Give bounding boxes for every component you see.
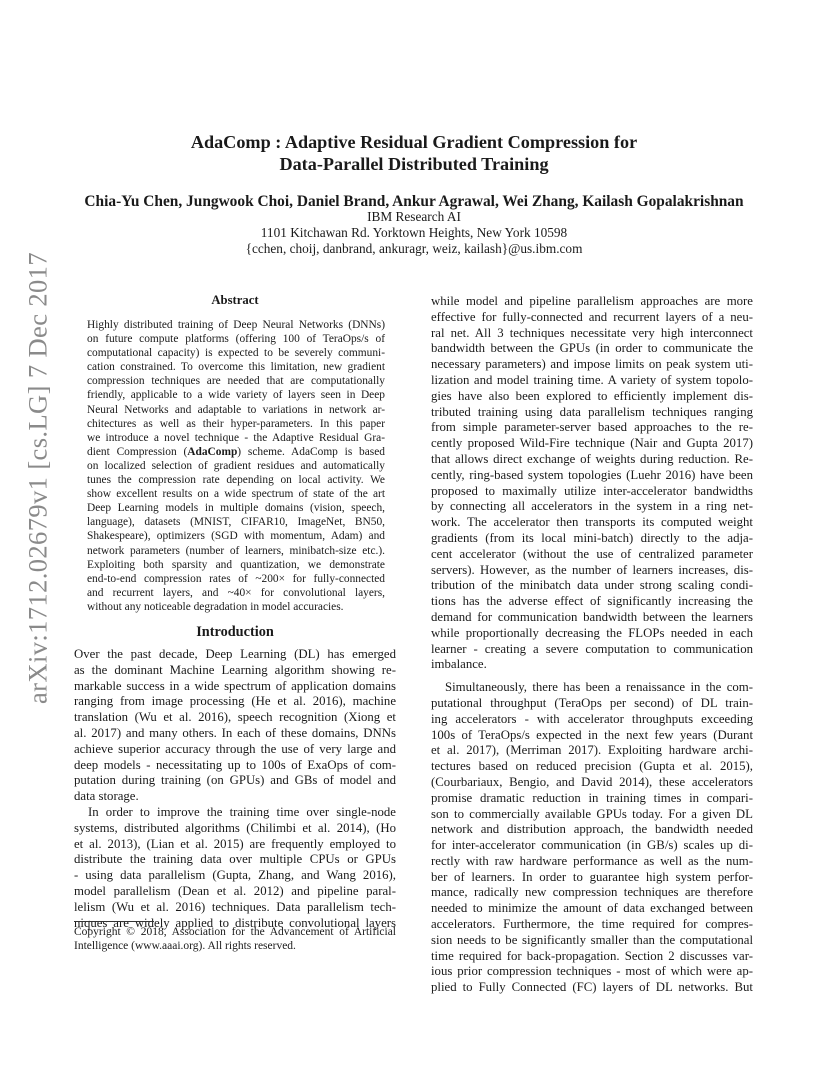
body-line: cent accelerator (without the use of centralized parameter [431,546,753,561]
arxiv-identifier: arXiv:1712.02679v1 [cs.LG] 7 Dec 2017 [22,252,53,704]
abstract-line: we introduce a novel technique - the Adaptive Residual Gra- [87,431,385,444]
body-line: ious prior compression techniques - most of which were ap- [431,964,753,979]
abstract-line: computational capacity) is expected to be severely communi- [87,347,385,360]
body-line: tribution of the minibatch data under strong scaling condi- [431,578,753,593]
body-line: effective for fully-connected and recurrent layers of a neu- [431,309,753,324]
body-line: while proportionally decreasing the FLOPs needed in each [431,625,753,640]
body-line: from simple parameter-server based approaches to the re- [431,420,753,435]
footnote-line: Intelligence (www.aaai.org). All rights reserved. [74,940,296,953]
body-line: for inter-accelerator communication (in GB/s) scales up di- [431,838,753,853]
body-line: imbalance. [431,657,487,672]
body-line: lization and model training time. A variety of system topolo- [431,372,753,387]
body-line: ral net. All 3 techniques necessitate very high interconnect [431,325,753,340]
abstract-line: without any noticeable degradation in model accuracies. [87,600,344,613]
body-line: et al. 2017), (Merriman 2017). Exploiting hardware archi- [431,743,753,758]
intro-line: translation (Wu et al. 2016), speech recognition (Xiong et [74,710,396,725]
abstract-line: on localized selection of gradient residues and automatically [87,459,385,472]
abstract-line: network parameters (number of learners, minibatch-size etc.). [87,544,385,557]
body-line: time required for back-propagation. Section 2 discusses var- [431,948,753,963]
intro-line: Over the past decade, Deep Learning (DL) has emerged [74,647,396,661]
abstract-line: Exploiting both sparsity and quantization, we demonstrate [87,558,385,571]
body-line: by connecting all accelerators in the system in a ring net- [431,499,753,514]
intro-line: markable success in a wide spectrum of application domains [74,678,396,693]
abstract-line: Shakespeare), optimizers (SGD with momentum, Adam) and [87,530,385,543]
introduction-text [74,647,396,931]
abstract-heading: Abstract [211,293,259,307]
paragraph-gap [431,673,753,680]
body-line: cently proposed Wild-Fire technique (Nair and Gupta 2017) [431,436,753,451]
body-line: 100s of TeraOps/s expected in the next few years (Durant [431,727,753,742]
paper-title [0,131,828,175]
introduction-heading: Introduction [196,624,274,640]
body-line: (Courbariaux, Bengio, and David 2014), these accelerators [431,774,753,789]
abstract-line: chitectures as well as their hyper-parameters. In this paper [87,417,385,430]
intro-line: deep models - necessitating up to 100s of ExaOps of com- [74,757,396,772]
intro-line: putation during training (on GPUs) and GBs of model and [74,773,396,788]
abstract-line: on future compute platforms (offering 100 of TeraOps/s of [87,333,385,346]
title-line-1: AdaComp : Adaptive Residual Gradient Compression for [190,132,638,152]
body-line: necessary parameters) and impose limits on peak system uti- [431,357,753,372]
body-line: needed to minimize the amount of data exchanged between [431,901,753,916]
body-line: while model and pipeline parallelism approaches are more [431,294,753,308]
abstract-line: Neural Networks and adaptable to variations in network ar- [87,403,385,416]
body-line: tectures based on reduced precision (Gupta et al. 2015), [431,759,753,774]
affiliation: IBM Research AI [367,209,461,224]
intro-line: as the dominant Machine Learning algorithm showing re- [74,662,396,677]
intro-line: In order to improve the training time over single-node [88,804,396,819]
intro-line: niques are widely applied to distribute convolutional layers [74,915,396,930]
abstract-line: end-to-end compression rates of ~200× for fully-connected [87,572,385,585]
body-line: work. The accelerator then transports its computed weight [431,515,753,530]
footnote-divider [74,921,154,922]
body-line: cently, ring-based system topologies (Luehr 2016) have been [431,467,753,482]
intro-line: - using data parallelism (Gupta, Zhang, and Wang 2016), [74,868,396,883]
address: 1101 Kitchawan Rd. Yorktown Heights, New York 10598 [260,225,568,240]
author-list: Chia-Yu Chen, Jungwook Choi, Daniel Brand, Ankur Agrawal, Wei Zhang, Kailash Gopalakrishnan [84,193,744,210]
body-line: plied to Fully Connected (FC) layers of DL networks. But [431,980,753,995]
body-line: bandwidth between the GPUs (in order to communicate the [431,341,753,356]
intro-line: ranging from image processing (He et al. 2016), machine [74,694,396,709]
body-line: mance, radically new compression techniques are therefore [431,885,753,900]
author-emails: {cchen, choij, danbrand, ankuragr, weiz, kailash}@us.ibm.com [245,241,583,256]
body-line: gradients (from its local mini-batch) directly to the adja- [431,530,753,545]
body-line: that allows direct exchange of weights during reduction. Re- [431,451,753,466]
intro-line: achieve superior accuracy through the use of very large and [74,741,396,756]
body-line: Simultaneously, there has been a renaissance in the com- [445,680,753,695]
abstract-line: compression techniques are needed that are computationally [87,375,385,388]
body-line: learner - creating a severe computation to communication [431,641,753,656]
affiliation-block [0,209,828,257]
intro-line: al. 2017) and many others. In each of these domains, DNNs [74,725,396,740]
intro-line: et al. 2013), (Lian et al. 2015) are frequently employed to [74,836,396,851]
abstract-line: and recurrent layers, and ~40× for convolutional layers, [87,586,385,599]
body-line: promise dramatic reduction in training times in compari- [431,790,753,805]
intro-line: distribute the training data over multiple CPUs or GPUs [74,852,396,867]
right-column-text [431,294,753,996]
body-line: servers). However, as the number of learners increases, dis- [431,562,753,577]
body-line: proposed to maximally utilize inter-accelerator bandwidths [431,483,753,498]
abstract-line: friendly, applicable to a wide variety of layers seen in Deep [87,389,385,402]
body-line: gies have also been explored to efficiently implement dis- [431,388,753,403]
title-line-2: Data-Parallel Distributed Training [279,154,549,174]
abstract-line: Deep Learning models in multiple domains (vision, speech, [87,502,385,515]
intro-line: model parallelism (Dean et al. 2012) and pipeline paral- [74,883,396,898]
body-line: accelerators. Furthermore, the time required for compres- [431,917,753,932]
footnote-line: Copyright © 2018, Association for the Advancement of Artificial [74,926,396,938]
intro-line: lelism (Wu et al. 2016) techniques. Data parallelism tech- [74,899,396,914]
body-line: putational throughput (TeraOps per second) of DL train- [431,695,753,710]
body-line: rectly with raw hardware performance as well as the num- [431,853,753,868]
intro-line: systems, distributed algorithms (Chilimbi et al. 2014), (Ho [74,820,396,835]
abstract-line: language), datasets (MNIST, CIFAR10, ImageNet, BN50, [87,516,385,529]
copyright-footnote [74,925,396,953]
body-line: demand for communication bandwidth between the learners [431,609,753,624]
abstract-line: show excellent results on a wide spectrum of state of the art [87,488,385,501]
abstract-line: Highly distributed training of Deep Neural Networks (DNNs) [87,319,385,331]
body-line: sion needs to be significantly smaller than the computational [431,932,753,947]
body-line: tions has the adverse effect of significantly increasing the [431,594,753,609]
body-line: ber of learners. In order to guarantee high system perfor- [431,869,753,884]
body-line: son to commercially available GPUs today. For a given DL [431,806,753,821]
abstract-text [87,318,385,614]
body-line: network and distribution approach, the bandwidth needed [431,822,753,837]
scheme-name-emphasis: AdaComp [187,445,238,458]
abstract-line: cation constrained. To overcome this limitation, new gradient [87,361,385,374]
abstract-line: dient Compression (AdaComp) scheme. AdaComp is based [87,445,385,458]
abstract-line: tunes the compression rate depending on local activity. We [87,474,385,487]
body-line: ing accelerators - with accelerator throughputs exceeding [431,711,753,726]
intro-line: data storage. [74,789,139,804]
body-line: tributed training using data parallelism techniques ranging [431,404,753,419]
